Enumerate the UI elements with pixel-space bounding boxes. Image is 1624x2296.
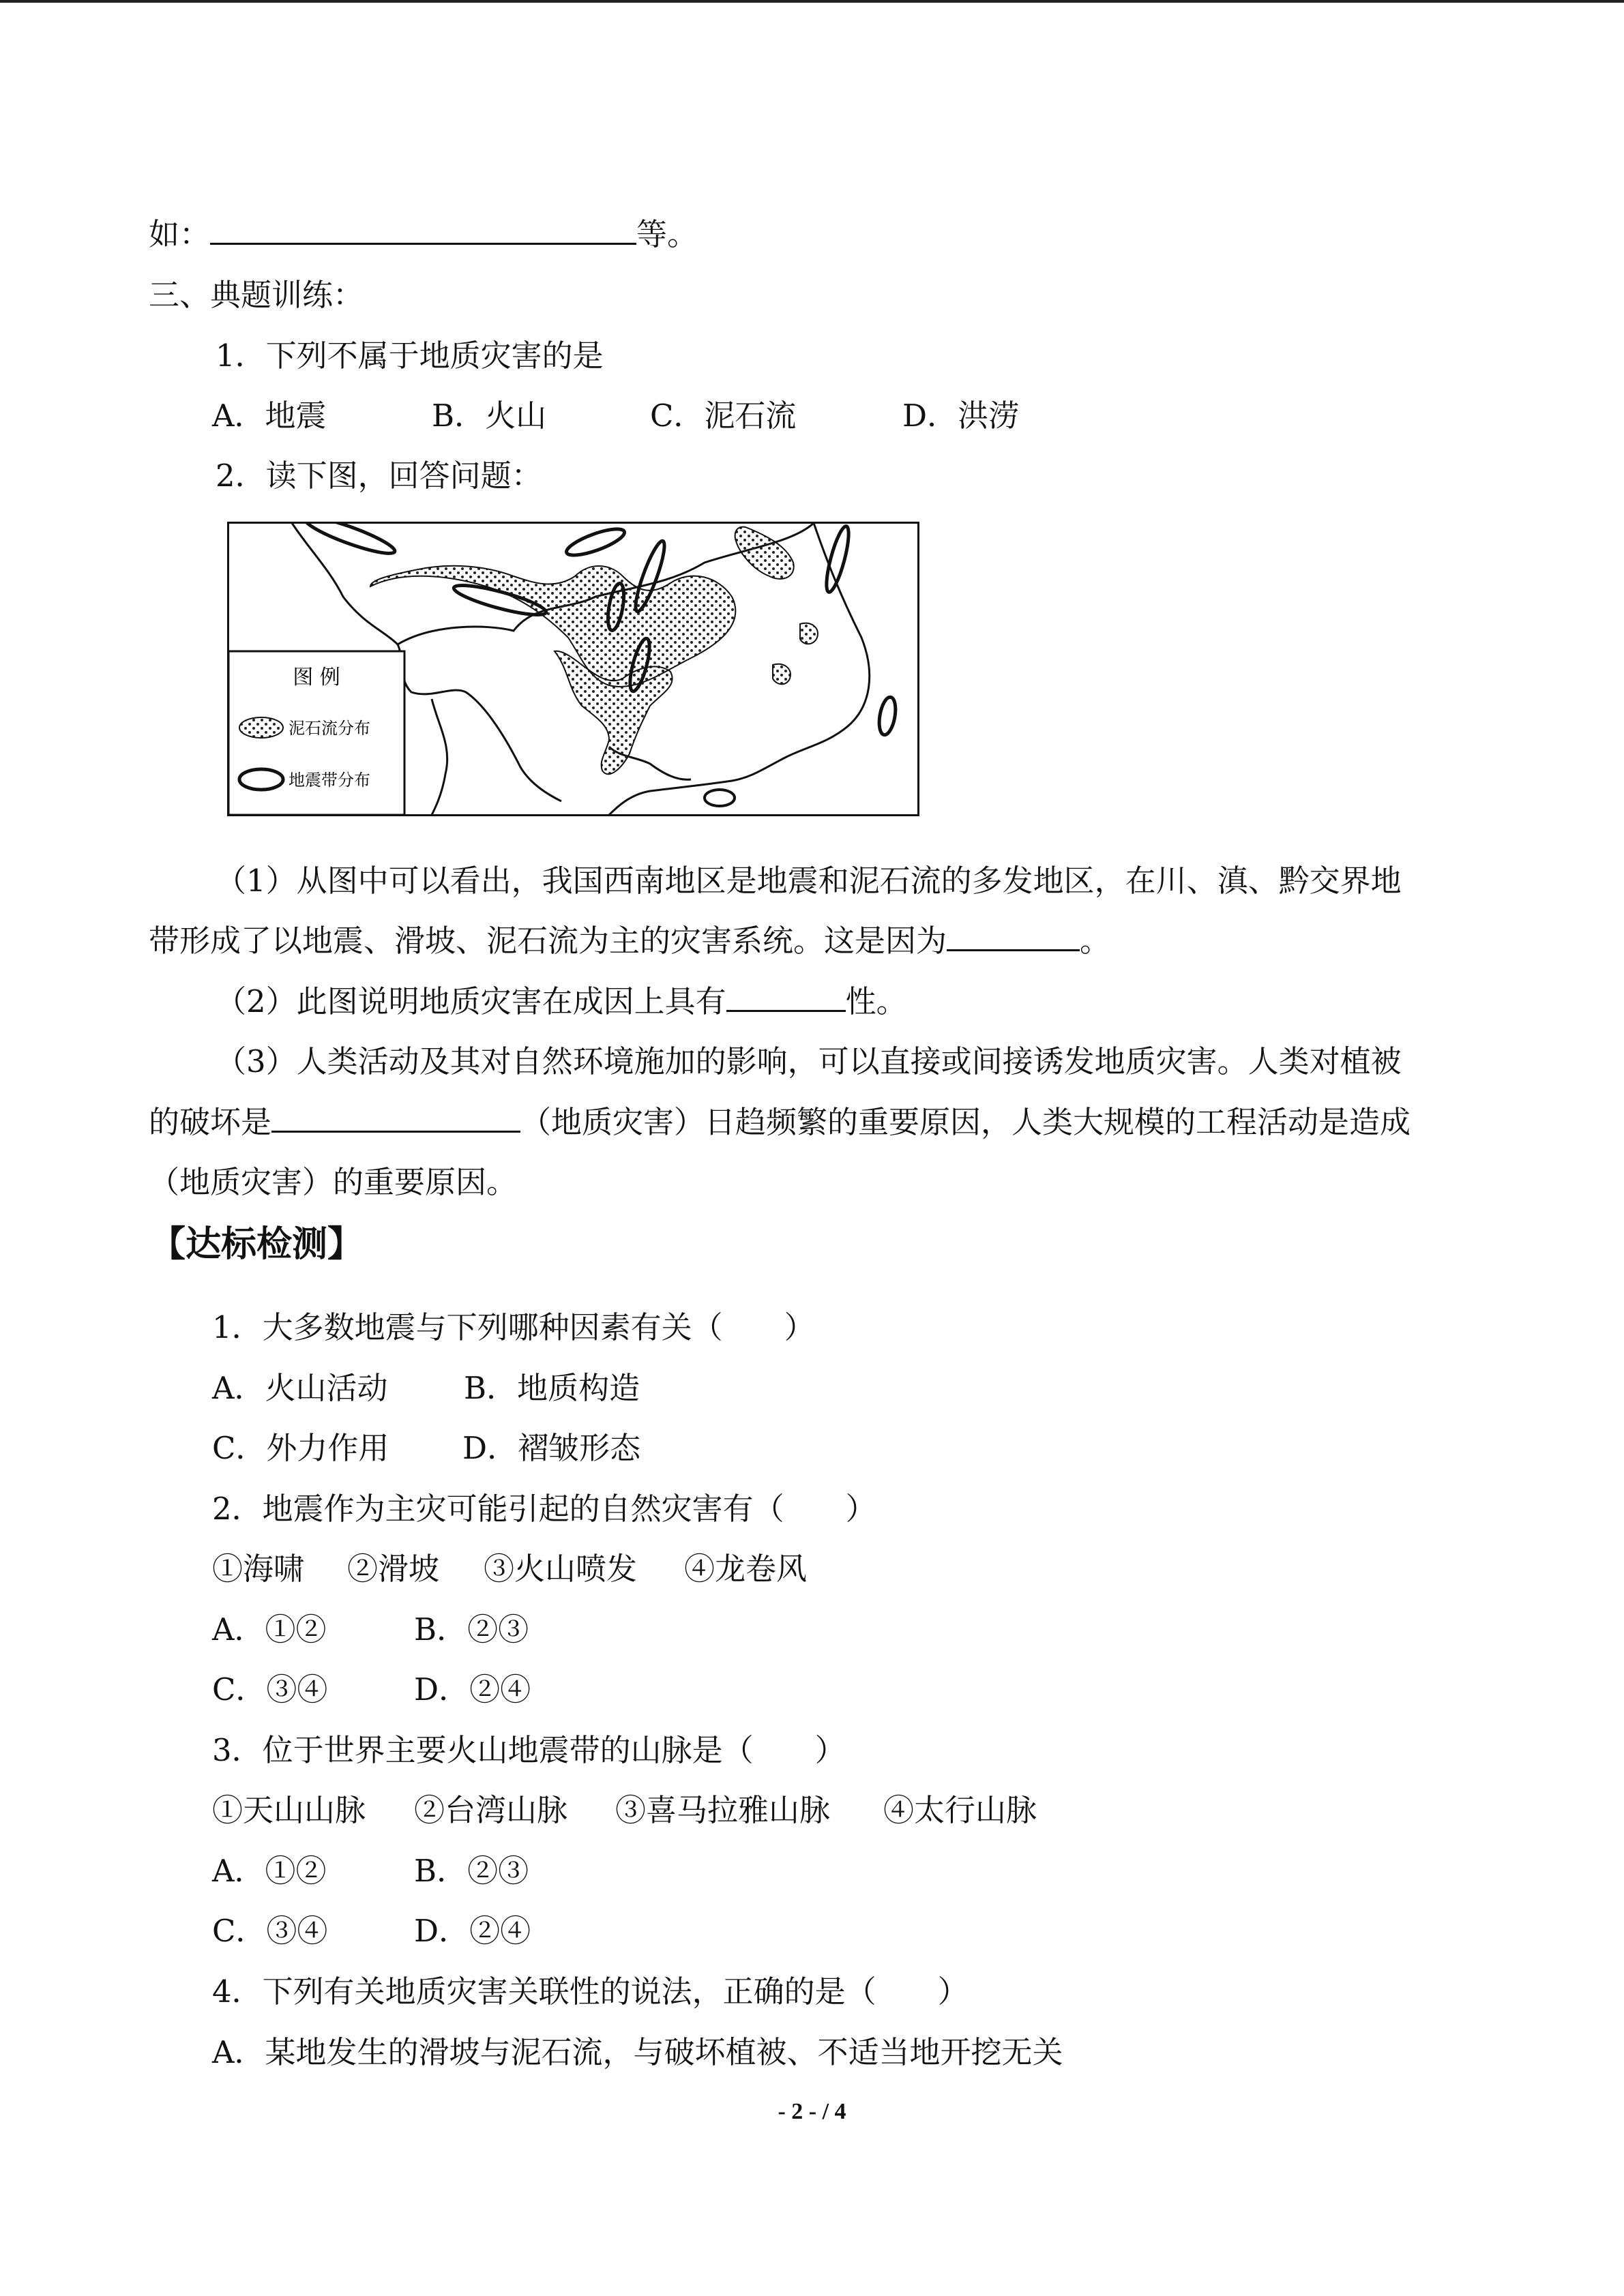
question-1-option-c: C．泥石流 bbox=[650, 398, 797, 434]
q2-part1-line2 bbox=[149, 921, 1110, 961]
check-q3-option-d: D．②④ bbox=[414, 1913, 531, 1949]
q2-part1-line1: （1）从图中可以看出，我国西南地区是地震和泥石流的多发地区，在川、滇、黔交界地 bbox=[216, 863, 1402, 899]
check-q1-option-a: A．火山活动 bbox=[212, 1370, 388, 1406]
q2-part3-blank[interactable] bbox=[271, 1103, 520, 1133]
check-q2-option-c: C．③④ bbox=[212, 1671, 328, 1708]
top-border bbox=[0, 0, 1624, 3]
legend-debris-label: 泥石流分布 bbox=[289, 719, 370, 738]
check-q2-item-1: ①海啸 bbox=[212, 1551, 305, 1587]
check-q1-option-c: C．外力作用 bbox=[212, 1430, 389, 1466]
check-q1-option-b: B．地质构造 bbox=[464, 1370, 640, 1406]
check-q2-option-a: A．①② bbox=[212, 1611, 327, 1648]
q2-part1-text: 带形成了以地震、滑坡、泥石流为主的灾害系统。这是因为 bbox=[149, 923, 947, 959]
check-q3-stem: 3．位于世界主要火山地震带的山脉是（ ） bbox=[212, 1732, 846, 1768]
intro-prefix: 如： bbox=[149, 216, 211, 252]
check-q2-item-2: ②滑坡 bbox=[347, 1551, 440, 1587]
question-1-option-a: A．地震 bbox=[212, 398, 327, 434]
section-title: 三、典题训练： bbox=[149, 277, 364, 313]
check-q3-item-4: ④太行山脉 bbox=[883, 1792, 1037, 1828]
q2-part3-line2 bbox=[149, 1102, 1411, 1143]
q2-part3-line1: （3）人类活动及其对自然环境施加的影响，可以直接或间接诱发地质灾害。人类对植被 bbox=[216, 1043, 1402, 1079]
legend-quake-label: 地震带分布 bbox=[289, 771, 370, 790]
check-q3-item-2: ②台湾山脉 bbox=[414, 1792, 568, 1828]
question-1-option-d: D．洪涝 bbox=[902, 398, 1020, 434]
check-q2-option-d: D．②④ bbox=[414, 1671, 531, 1708]
q2-part2-end: 性。 bbox=[845, 983, 907, 1019]
check-q4-option-a: A．某地发生的滑坡与泥石流，与破坏植被、不适当地开挖无关 bbox=[212, 2034, 1063, 2070]
q2-part1-blank[interactable] bbox=[947, 922, 1080, 951]
check-q3-option-a: A．①② bbox=[212, 1853, 327, 1889]
q2-part3-text-2: （地质灾害）日趋频繁的重要原因，人类大规模的工程活动是造成 bbox=[520, 1104, 1411, 1140]
intro-line bbox=[149, 214, 698, 255]
check-q3-item-3: ③喜马拉雅山脉 bbox=[615, 1792, 831, 1828]
check-q3-item-1: ①天山山脉 bbox=[212, 1792, 366, 1828]
check-q2-item-3: ③火山喷发 bbox=[484, 1551, 638, 1587]
q2-part2-blank[interactable] bbox=[726, 983, 846, 1012]
debris-flow-patch-east bbox=[800, 623, 818, 644]
q2-part3-text: 的破坏是 bbox=[149, 1104, 272, 1140]
question-1-option-b: B．火山 bbox=[432, 398, 547, 434]
check-q3-option-b: B．②③ bbox=[414, 1853, 529, 1889]
disaster-map bbox=[227, 522, 919, 816]
question-1-stem: 1．下列不属于地质灾害的是 bbox=[216, 338, 604, 374]
intro-suffix: 等。 bbox=[636, 216, 698, 252]
question-2-stem: 2．读下图，回答问题： bbox=[216, 458, 542, 494]
intro-blank[interactable] bbox=[210, 215, 636, 245]
check-q1-stem: 1．大多数地震与下列哪种因素有关（ ） bbox=[212, 1309, 815, 1345]
q2-part2-line bbox=[216, 981, 907, 1022]
q2-part1-end: 。 bbox=[1080, 923, 1111, 959]
debris-flow-patch-east-2 bbox=[773, 664, 791, 685]
check-q2-item-4: ④龙卷风 bbox=[684, 1551, 808, 1587]
check-q2-option-b: B．②③ bbox=[414, 1611, 529, 1648]
check-q3-option-c: C．③④ bbox=[212, 1913, 328, 1949]
page-number: - 2 - / 4 bbox=[778, 2099, 846, 2124]
check-q1-option-d: D．褶皱形态 bbox=[462, 1430, 641, 1466]
check-q4-stem: 4．下列有关地质灾害关联性的说法，正确的是（ ） bbox=[212, 1973, 969, 2010]
q2-part3-line3: （地质灾害）的重要原因。 bbox=[149, 1164, 518, 1200]
legend-title: 图 例 bbox=[293, 666, 340, 689]
check-heading: 【达标检测】 bbox=[150, 1224, 364, 1265]
q2-part2-text: （2）此图说明地质灾害在成因上具有 bbox=[216, 983, 726, 1019]
legend-debris-swatch bbox=[239, 717, 283, 738]
check-q2-stem: 2．地震作为主灾可能引起的自然灾害有（ ） bbox=[212, 1491, 876, 1527]
